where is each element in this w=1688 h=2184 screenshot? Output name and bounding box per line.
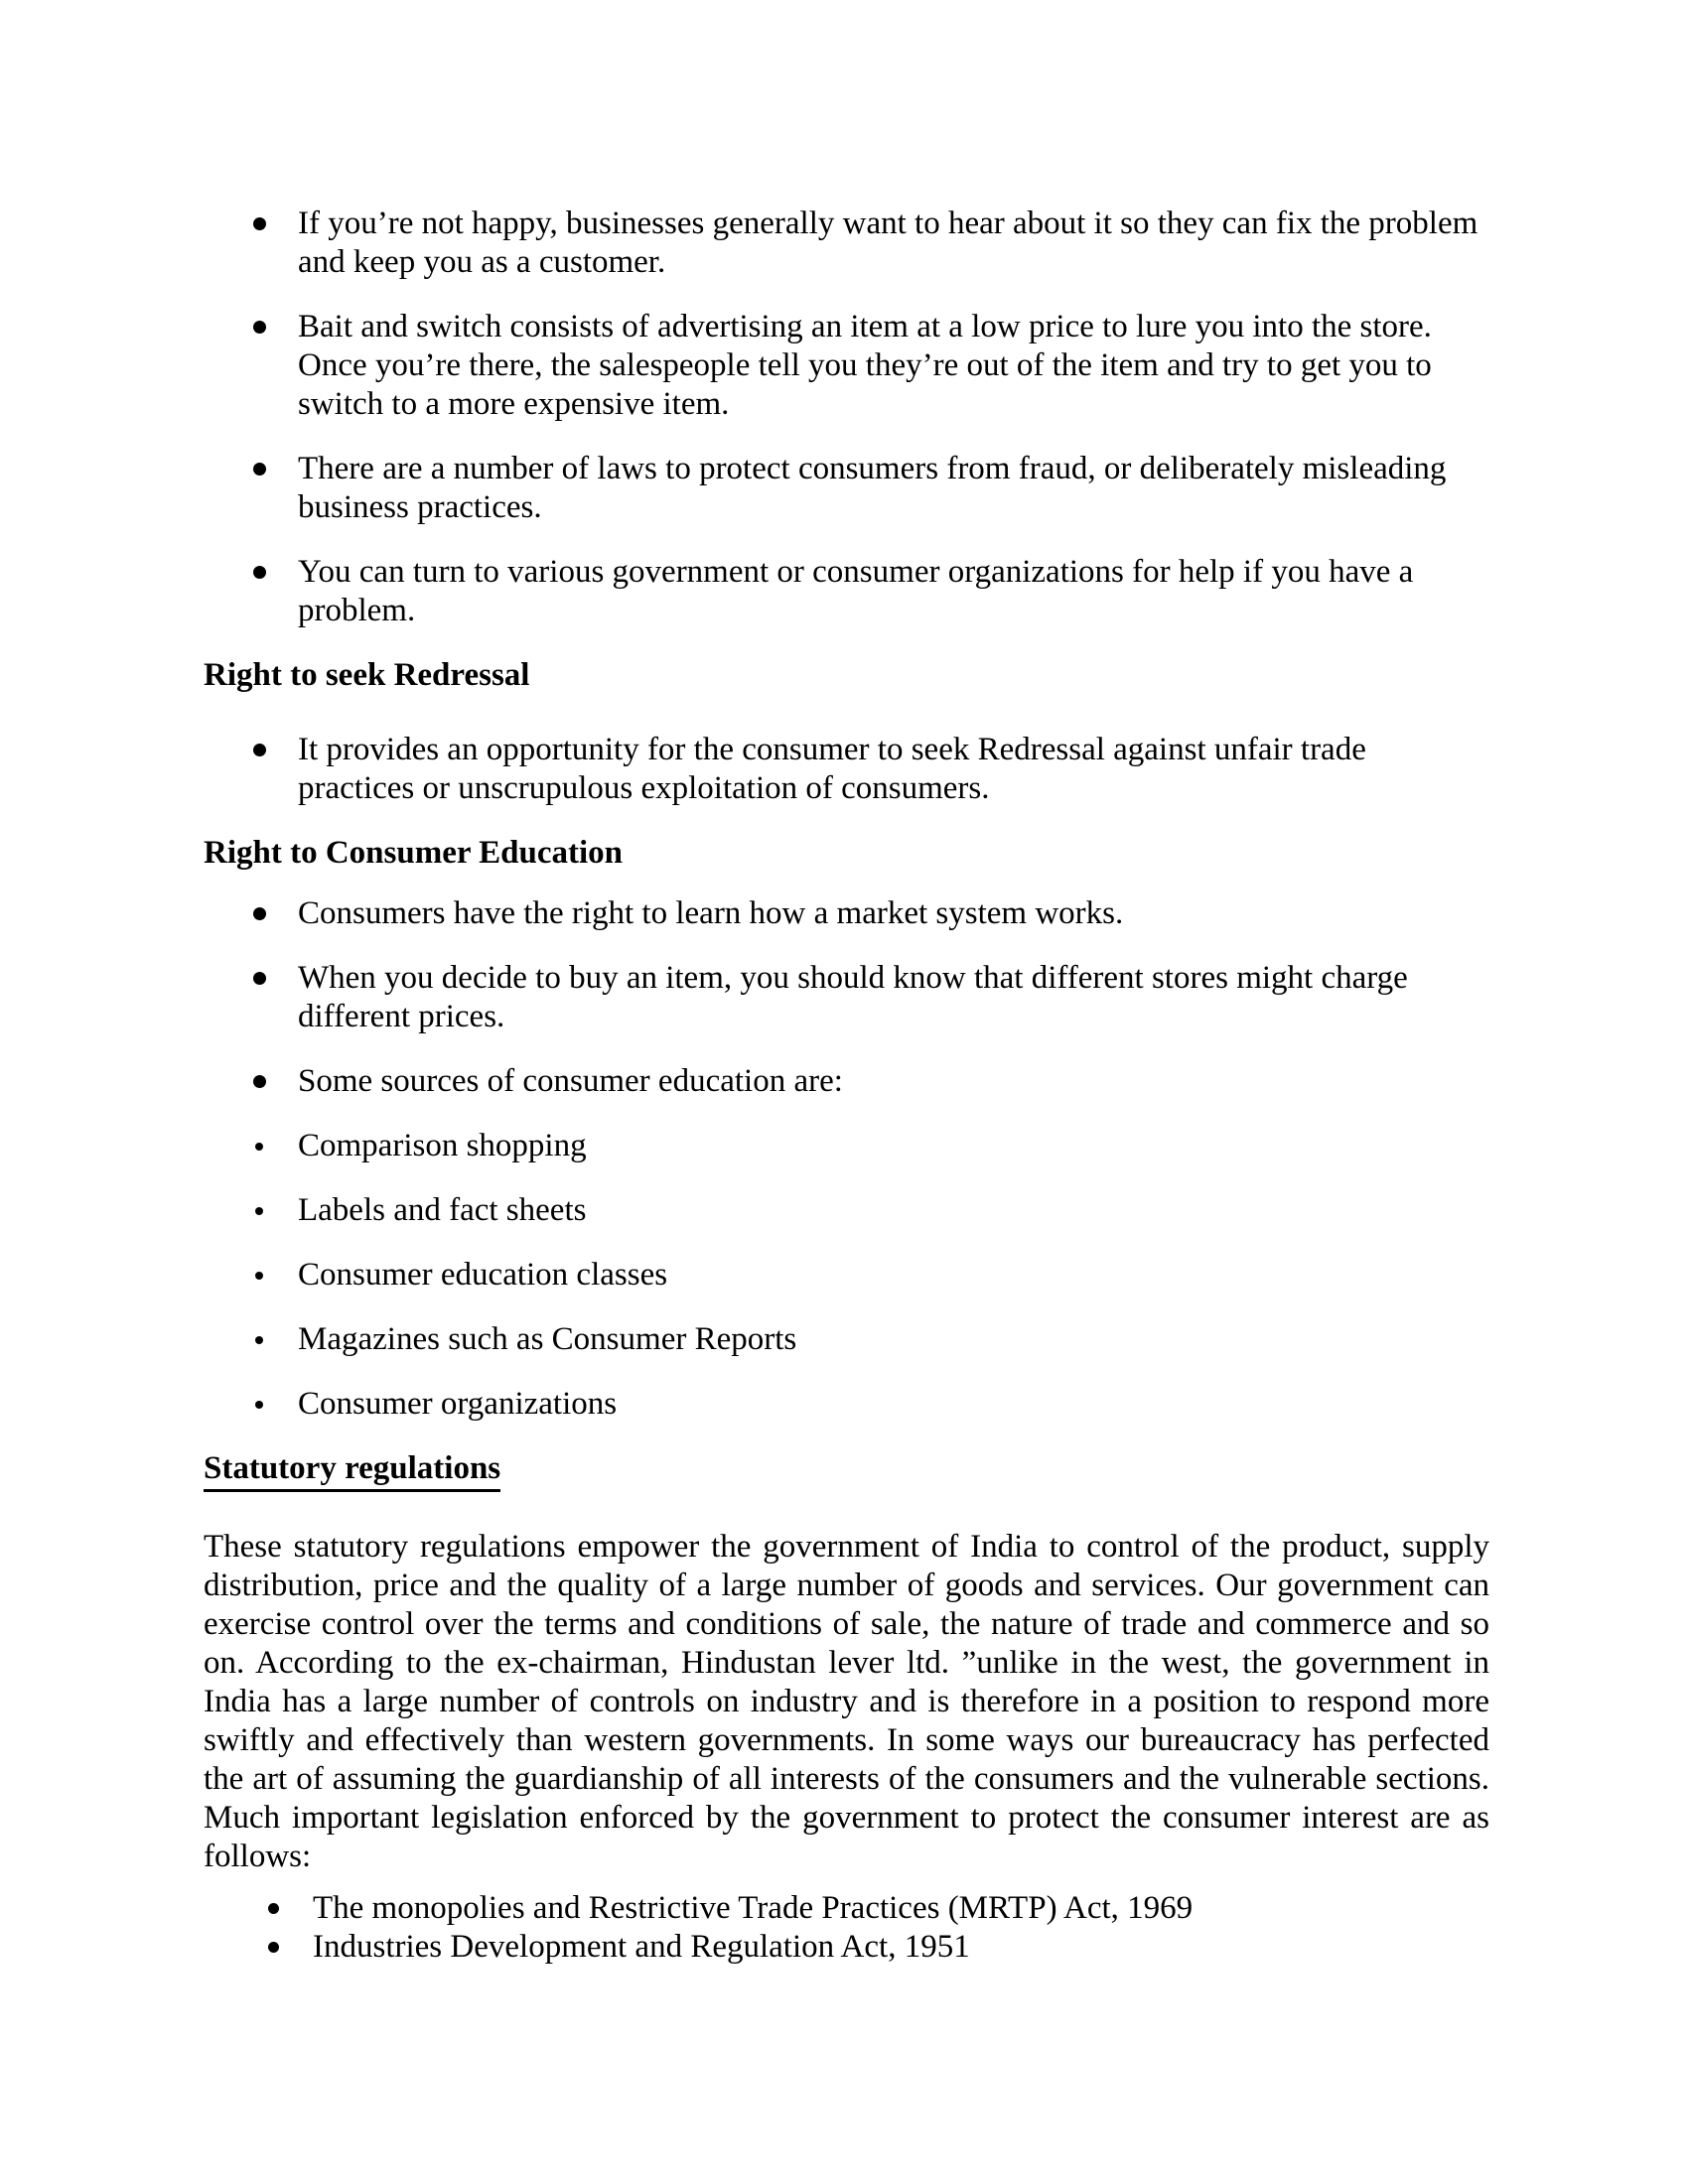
bullet-text: When you decide to buy an item, you should know that different stores might charge different prices.: [298, 960, 1408, 1034]
bullet-item: [251, 1127, 1485, 1165]
education-sources-bullet-list: [0, 1127, 1688, 1424]
education-bullet-list: [0, 894, 1688, 1101]
bullet-disc-icon: [251, 1062, 298, 1101]
bullet-disc-icon: [251, 959, 298, 1036]
bullet-text: If you’re not happy, businesses generally want to hear about it so they can fix the problem and keep you as a customer.: [298, 205, 1478, 280]
bullet-disc-icon: [251, 450, 298, 527]
bullet-text: It provides an opportunity for the consumer to seek Redressal against unfair trade practices or unscrupulous exploitation of consumers.: [298, 732, 1366, 806]
heading-right-to-seek-redressal: Right to seek Redressal: [204, 657, 530, 693]
bullet-disc-icon: [266, 1889, 313, 1928]
small-bullet-icon: [251, 1127, 298, 1165]
bullet-item: [251, 731, 1485, 808]
bullet-item: [251, 959, 1485, 1036]
bullet-item: [266, 1928, 1497, 1967]
redressal-bullet-list: [0, 731, 1688, 808]
bullet-item: [251, 205, 1485, 282]
bullet-text: Consumer organizations: [298, 1386, 618, 1422]
small-bullet-icon: [251, 1256, 298, 1295]
heading-statutory-regulations: [204, 1449, 1688, 1492]
bullet-disc-icon: [251, 308, 298, 424]
bullet-item: [251, 553, 1485, 630]
statutory-regulations-paragraph: These statutory regulations empower the government of India to control of the product, supply distribution, price and the quality of a large number of goods and services. Our government can exercise control over the terms and conditions of sale, the nature of trade and commerce and so on. According to the ex-chairman, Hindustan lever ltd. ”unlike in the west, the government in India has a large number of controls on industry and is therefore in a position to respond more swiftly and effectively than western governments. In some ways our bureaucracy has perfected the art of assuming the guardianship of all interests of the consumers and the vulnerable sections. Much important legislation enforced by the government to protect the consumer interest are as follows:: [204, 1529, 1489, 1874]
bullet-item: [251, 308, 1485, 424]
small-bullet-icon: [251, 1191, 298, 1230]
bullet-item: [251, 894, 1485, 933]
consumer-rights-bullet-list: [0, 205, 1688, 630]
bullet-item: [251, 1385, 1485, 1424]
bullet-text: Consumer education classes: [298, 1257, 668, 1293]
bullet-text: You can turn to various government or consumer organizations for help if you have a problem.: [298, 554, 1414, 628]
small-bullet-icon: [251, 1385, 298, 1424]
bullet-item: [251, 1256, 1485, 1295]
bullet-text: Labels and fact sheets: [298, 1192, 587, 1228]
heading-right-to-consumer-education: Right to Consumer Education: [204, 835, 624, 871]
bullet-text: Industries Development and Regulation Act, 1951: [313, 1929, 970, 1965]
bullet-text: There are a number of laws to protect consumers from fraud, or deliberately misleading business practices.: [298, 451, 1447, 525]
bullet-disc-icon: [251, 553, 298, 630]
bullet-text: Consumers have the right to learn how a market system works.: [298, 895, 1124, 931]
bullet-text: The monopolies and Restrictive Trade Practices (MRTP) Act, 1969: [313, 1890, 1194, 1926]
bullet-text: Bait and switch consists of advertising an item at a low price to lure you into the store. Once you’re there, the salespeople tell you they’re out of the item and try to get you to switch to a more expensive item.: [298, 309, 1432, 422]
bullet-item: [251, 450, 1485, 527]
bullet-text: Some sources of consumer education are:: [298, 1063, 843, 1099]
bullet-disc-icon: [266, 1928, 313, 1967]
bullet-text: Comparison shopping: [298, 1128, 587, 1163]
bullet-item: [266, 1889, 1497, 1928]
acts-bullet-list: [0, 1889, 1688, 1967]
bullet-disc-icon: [251, 731, 298, 808]
small-bullet-icon: [251, 1320, 298, 1359]
bullet-item: [251, 1062, 1485, 1101]
bullet-text: Magazines such as Consumer Reports: [298, 1321, 797, 1357]
bullet-item: [251, 1320, 1485, 1359]
bullet-disc-icon: [251, 894, 298, 933]
bullet-item: [251, 1191, 1485, 1230]
bullet-disc-icon: [251, 205, 298, 282]
heading-statutory-text: Statutory regulations: [204, 1449, 500, 1492]
